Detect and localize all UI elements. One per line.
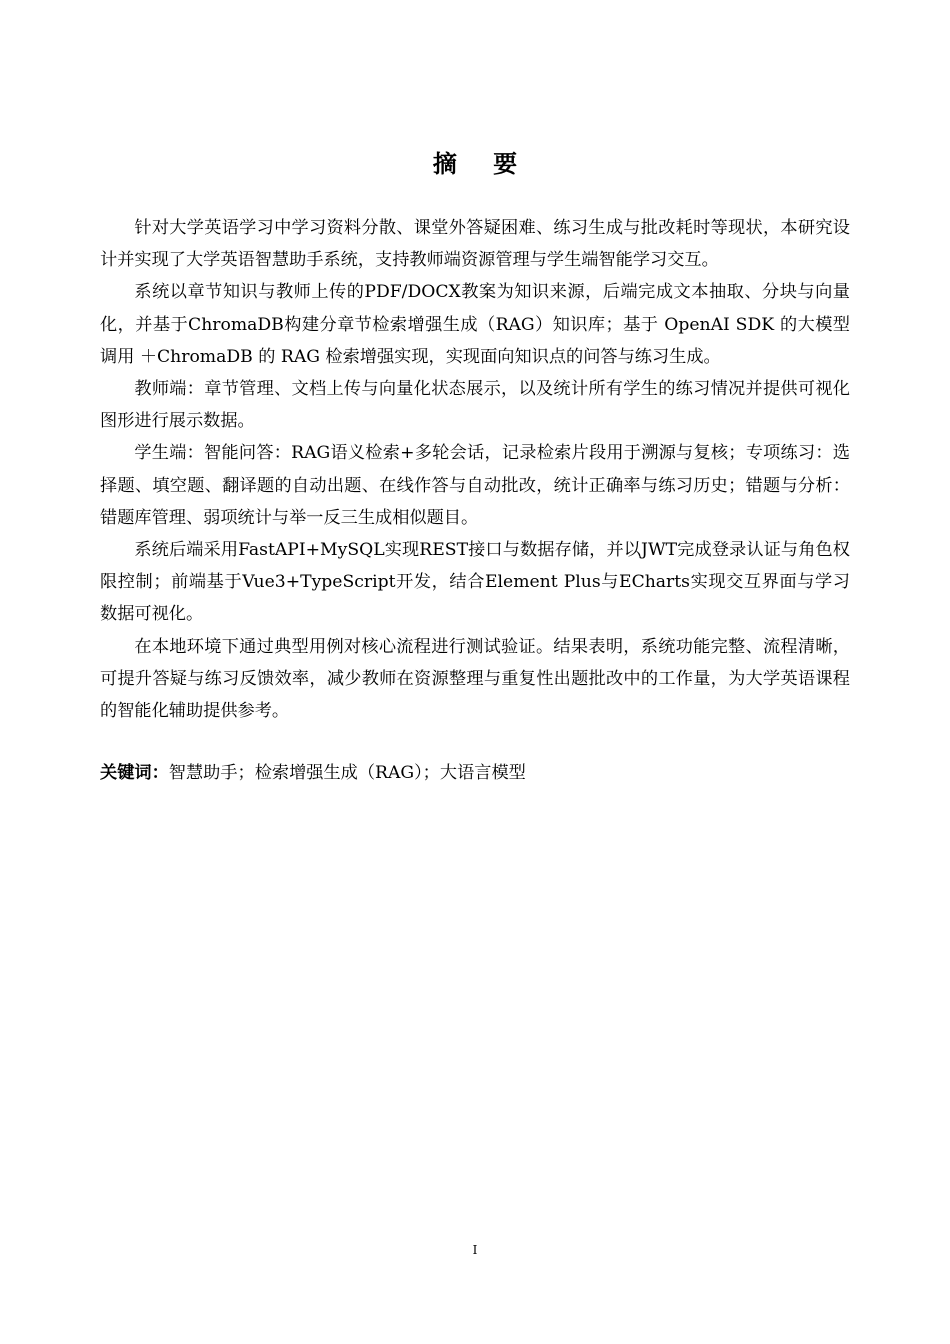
abstract-paragraph-2: 系统以章节知识与教师上传的PDF/DOCX教案为知识来源，后端完成文本抽取、分块与向量化，并基于ChromaDB构建分章节检索增强生成（RAG）知识库；基于 OpenAI SDK 的大模型调用 ＋ChromaDB 的 RAG 检索增强实现，实现面向知识点的问答与练习生成。: [100, 282, 850, 367]
keywords-line: [100, 757, 850, 789]
abstract-paragraph-3: 教师端：章节管理、文档上传与向量化状态展示，以及统计所有学生的练习情况并提供可视化图形进行展示数据。: [100, 379, 850, 432]
abstract-body: [100, 212, 850, 789]
abstract-paragraph-5: 系统后端采用FastAPI+MySQL实现REST接口与数据存储，并以JWT完成登录认证与角色权限控制；前端基于Vue3+TypeScript开发，结合Element Plus与ECharts实现交互界面与学习数据可视化。: [100, 540, 850, 625]
abstract-paragraph-4: 学生端：智能问答：RAG语义检索+多轮会话，记录检索片段用于溯源与复核；专项练习：选择题、填空题、翻译题的自动出题、在线作答与自动批改，统计正确率与练习历史；错题与分析：错题库管理、弱项统计与举一反三生成相似题目。: [100, 443, 850, 528]
abstract-paragraph-1: 针对大学英语学习中学习资料分散、课堂外答疑困难、练习生成与批改耗时等现状，本研究设计并实现了大学英语智慧助手系统，支持教师端资源管理与学生端智能学习交互。: [100, 218, 850, 271]
abstract-paragraph-6: 在本地环境下通过典型用例对核心流程进行测试验证。结果表明，系统功能完整、流程清晰，可提升答疑与练习反馈效率，减少教师在资源整理与重复性出题批改中的工作量，为大学英语课程的智能化辅助提供参考。: [100, 636, 850, 722]
page-number: I: [472, 1243, 478, 1257]
abstract-title: 摘 要: [432, 149, 532, 178]
keywords-text: 智慧助手；检索增强生成（RAG）；大语言模型: [168, 763, 526, 784]
keywords-label: 关键词：: [100, 763, 169, 784]
